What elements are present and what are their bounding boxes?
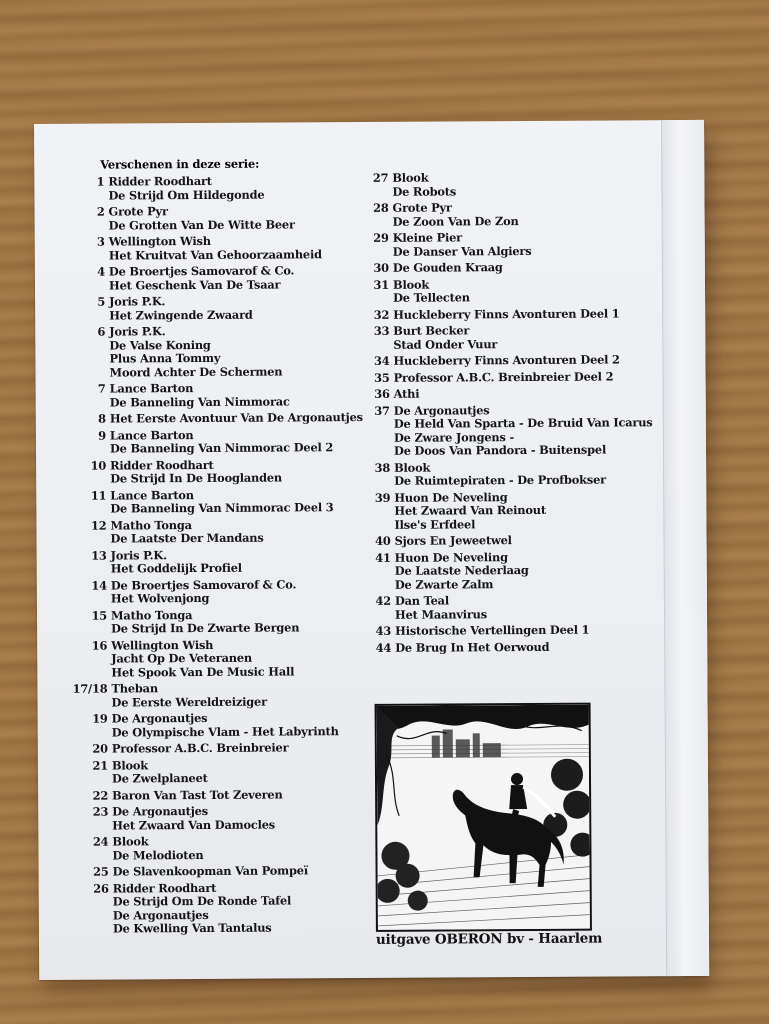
entry-series-title: Het Eerste Avontuur Van De Argonautjes xyxy=(109,409,363,426)
entry-series-title: Joris P.K. xyxy=(109,294,166,309)
entry-album-title: De Banneling Van Nimmorac xyxy=(109,393,290,410)
entry-album-title: Het Zwaard Van Reinout xyxy=(394,502,546,518)
entry-album-title: De Banneling Van Nimmorac Deel 2 xyxy=(109,440,334,456)
entry-album-title: De Strijd In De Hooglanden xyxy=(110,470,283,486)
entry-number: 15 xyxy=(91,608,108,623)
entry-number: 14 xyxy=(91,578,107,593)
rider-on-horse-illustration xyxy=(377,705,590,930)
entry-series-title: De Argonautjes xyxy=(393,402,490,418)
entry-series-title: Lance Barton xyxy=(109,381,194,396)
entry-number: 5 xyxy=(97,294,106,309)
entry-number: 11 xyxy=(90,488,107,503)
entry-series-title: Lance Barton xyxy=(110,487,194,503)
entry-album-title: De Strijd Om De Ronde Tafel xyxy=(112,893,292,909)
entry-number: 43 xyxy=(375,623,392,638)
entry-series-title: Huon De Neveling xyxy=(394,489,508,505)
entry-number: 37 xyxy=(374,403,390,418)
entry-number: 34 xyxy=(373,353,390,368)
entry-album-title: Het Zwingende Zwaard xyxy=(109,307,253,323)
entry-series-title: Huckleberry Finns Avonturen Deel 1 xyxy=(393,305,620,322)
entry-series-title: De Brug In Het Oerwoud xyxy=(395,639,550,655)
entry-album-title: De Held Van Sparta - De Bruid Van Icarus xyxy=(393,415,653,431)
entry-number: 32 xyxy=(373,307,390,322)
titles-column-right xyxy=(364,120,664,655)
entry-number: 36 xyxy=(374,386,390,401)
entry-number: 29 xyxy=(373,230,389,245)
entry-number: 19 xyxy=(92,711,108,726)
entry-series-title: De Broertjes Samovarof & Co. xyxy=(108,263,295,279)
entry-album-title: Het Geschenk Van De Tsaar xyxy=(108,276,281,293)
entry-series-title: Joris P.K. xyxy=(109,324,166,339)
entry-series-title: De Slavenkoopman Van Pompeï xyxy=(112,863,308,879)
entry-album-title: De Melodioten xyxy=(112,847,204,863)
entry-series-title: Ridder Roodhart xyxy=(112,880,217,896)
publisher-imprint: uitgave OBERON bv - Haarlem xyxy=(375,930,603,948)
entry-series-title: Blook xyxy=(394,460,431,475)
cover-spine xyxy=(661,120,709,976)
entry-series-title: Wellington Wish xyxy=(108,233,211,249)
entry-series-title: Kleine Pier xyxy=(392,230,462,245)
entry-album-title: De Olympische Vlam - Het Labyrinth xyxy=(111,723,339,740)
entry-album-title: De Grotten Van De Witte Beer xyxy=(108,216,295,233)
entry-number: 1 xyxy=(96,174,105,189)
entry-series-title: Historische Vertellingen Deel 1 xyxy=(395,622,590,638)
entry-number: 24 xyxy=(92,834,109,849)
entry-album-title: De Zware Jongens - xyxy=(393,429,515,445)
entry-number: 38 xyxy=(374,460,391,475)
entry-series-title: Wellington Wish xyxy=(111,637,214,653)
entry-series-title: Dan Teal xyxy=(394,593,449,608)
album-back-cover xyxy=(34,120,709,980)
cover-illustration xyxy=(375,703,592,932)
entry-number: 44 xyxy=(375,640,392,655)
entry-series-title: Ridder Roodhart xyxy=(110,457,214,473)
entry-series-title: Matho Tonga xyxy=(110,517,192,533)
entry-number: 39 xyxy=(374,490,391,505)
entry-number: 2 xyxy=(96,204,105,219)
entry-series-title: Blook xyxy=(111,757,149,773)
entry-number: 17/18 xyxy=(72,681,108,696)
entry-album-title: De Strijd Om Hildegonde xyxy=(108,187,265,203)
entry-album-title: Stad Onder Vuur xyxy=(393,336,498,352)
entry-number: 33 xyxy=(373,323,390,338)
entry-album-title: De Laatste Der Mandans xyxy=(110,530,264,546)
entry-album-title: Het Zwaard Van Damocles xyxy=(112,817,276,833)
entry-series-title: Athi xyxy=(393,386,420,401)
entry-series-title: Joris P.K. xyxy=(110,547,167,563)
entry-album-title: De Zoon Van De Zon xyxy=(392,213,519,229)
entry-number: 40 xyxy=(375,533,391,548)
entry-series-title: De Argonautjes xyxy=(111,710,208,726)
entry-number: 8 xyxy=(98,411,106,426)
entry-series-title: Blook xyxy=(112,834,149,849)
entry-album-title: Het Spook Van De Music Hall xyxy=(111,663,295,680)
entry-number: 28 xyxy=(373,200,389,215)
entry-series-title: Matho Tonga xyxy=(110,607,193,623)
entry-number: 31 xyxy=(373,277,390,292)
entry-series-title: Grote Pyr xyxy=(108,204,168,219)
entry-number: 25 xyxy=(93,864,109,879)
entry-album-title: De Robots xyxy=(392,183,457,199)
entry-album-title: Ilse's Erfdeel xyxy=(394,516,476,532)
entry-album-title: De Danser Van Algiers xyxy=(392,243,532,259)
entry-album-title: De Strijd In De Zwarte Bergen xyxy=(111,620,300,636)
entry-album-title: De Zwelplaneet xyxy=(111,770,208,786)
entry-album-title: De Eerste Wereldreiziger xyxy=(111,694,267,710)
entry-number: 26 xyxy=(93,881,109,896)
entry-number: 3 xyxy=(96,234,105,249)
entry-number: 7 xyxy=(97,381,106,396)
entry-number: 9 xyxy=(98,428,106,443)
entry-number: 20 xyxy=(92,741,108,756)
entry-series-title: Baron Van Tast Tot Zeveren xyxy=(112,786,283,803)
entry-album-title: Het Kruitvat Van Gehoorzaamheid xyxy=(108,246,322,263)
entry-number: 27 xyxy=(372,170,389,185)
entry-number: 10 xyxy=(90,458,107,473)
entry-series-title: Professor A.B.C. Breinbreier xyxy=(111,740,289,756)
entry-album-title: De Argonautjes xyxy=(112,907,209,923)
entry-album-title: Plus Anna Tommy xyxy=(109,350,221,366)
entry-series-title: Ridder Roodhart xyxy=(108,173,212,189)
entry-series-title: Blook xyxy=(392,277,430,292)
entry-series-title: Burt Becker xyxy=(393,323,470,338)
entry-album-title: Het Wolvenjong xyxy=(110,590,210,606)
entry-series-title: Huckleberry Finns Avonturen Deel 2 xyxy=(393,352,620,368)
entry-album-title: Moord Achter De Schermen xyxy=(109,363,283,380)
entry-album-title: De Zwarte Zalm xyxy=(394,576,494,592)
entry-number: 12 xyxy=(90,518,107,533)
entry-album-title: De Doos Van Pandora - Buitenspel xyxy=(393,442,607,458)
entry-album-title: De Laatste Nederlaag xyxy=(394,562,529,578)
entry-number: 42 xyxy=(375,593,391,608)
entry-series-title: Grote Pyr xyxy=(392,200,452,215)
entry-number: 16 xyxy=(91,638,108,653)
entry-number: 41 xyxy=(375,550,391,565)
entry-series-title: De Argonautjes xyxy=(112,803,208,819)
entry-album-title: De Ruimtepiraten - De Profbokser xyxy=(394,472,606,488)
entry-album-title: Het Maanvirus xyxy=(394,606,487,622)
entry-series-title: Sjors En Jeweetwel xyxy=(394,533,512,548)
entry-number: 30 xyxy=(373,260,389,275)
entry-series-title: Blook xyxy=(392,170,429,185)
entry-album-title: De Valse Koning xyxy=(109,337,211,353)
entry-number: 4 xyxy=(97,264,105,279)
entry-album-title: De Kwelling Van Tantalus xyxy=(112,920,272,936)
entry-series-title: Huon De Neveling xyxy=(394,549,508,565)
entry-series-title: Theban xyxy=(111,681,158,696)
entry-number: 23 xyxy=(92,804,109,819)
entry-number: 13 xyxy=(91,548,107,563)
entry-album-title: Het Goddelijk Profiel xyxy=(110,560,242,576)
entry-album-title: De Tellecten xyxy=(393,290,470,305)
entry-number: 21 xyxy=(92,758,108,773)
series-heading: Verschenen in deze serie: xyxy=(100,156,260,172)
entry-album-title: De Banneling Van Nimmorac Deel 3 xyxy=(110,500,334,516)
entry-number: 22 xyxy=(92,788,109,803)
entry-series-title: Professor A.B.C. Breinbreier Deel 2 xyxy=(393,368,614,385)
entry-series-title: De Broertjes Samovarof & Co. xyxy=(110,576,297,593)
entry-number: 35 xyxy=(374,370,390,385)
entry-series-title: De Gouden Kraag xyxy=(392,260,503,275)
entry-album-title: Jacht Op De Veteranen xyxy=(111,650,253,666)
entry-number: 6 xyxy=(97,324,106,339)
entry-series-title: Lance Barton xyxy=(109,427,194,443)
